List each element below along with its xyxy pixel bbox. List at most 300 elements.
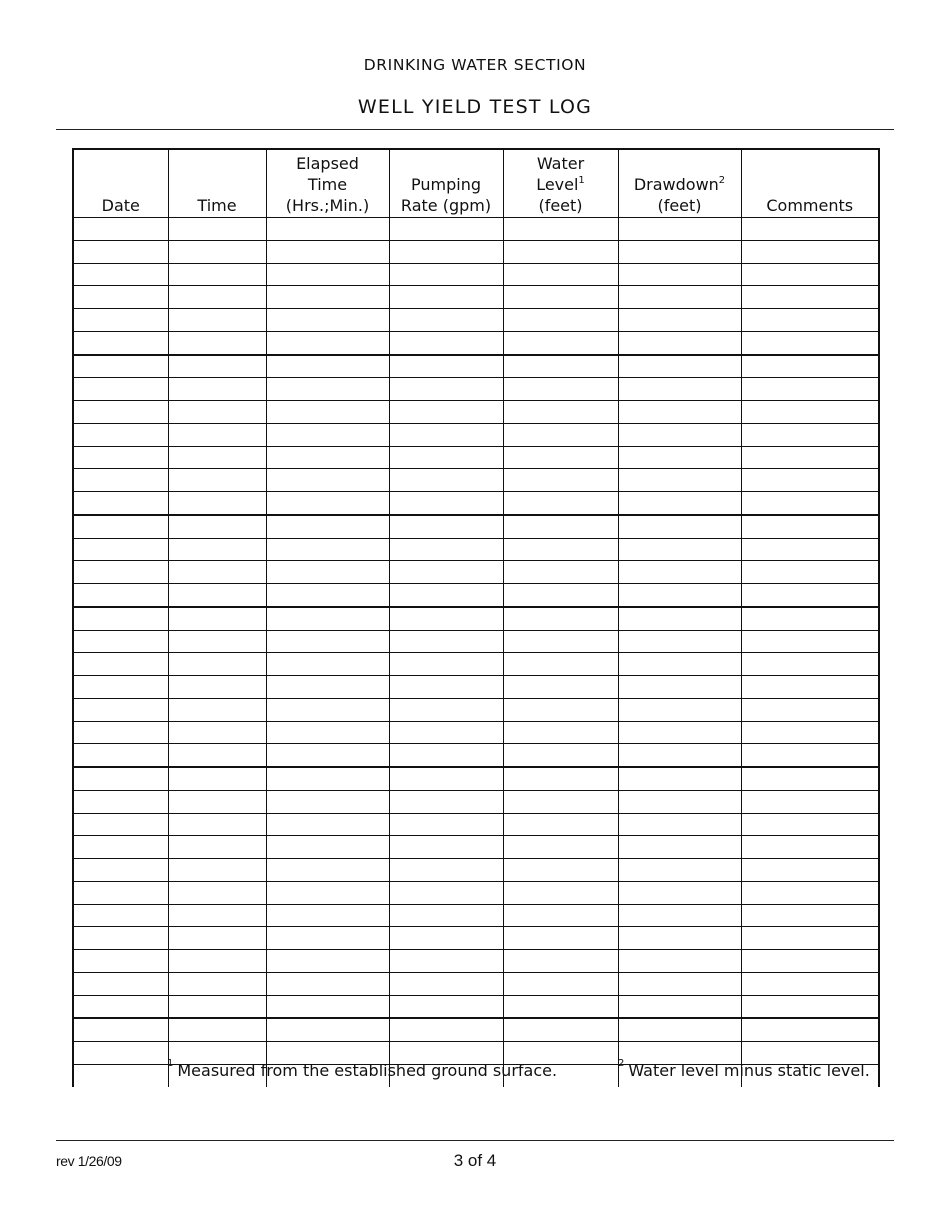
table-cell[interactable]: [503, 331, 618, 354]
table-cell[interactable]: [168, 836, 266, 859]
table-cell[interactable]: [741, 836, 879, 859]
table-cell[interactable]: [503, 904, 618, 927]
table-cell[interactable]: [618, 904, 741, 927]
table-cell[interactable]: [73, 446, 168, 469]
table-cell[interactable]: [618, 446, 741, 469]
col-header-water-level: [503, 149, 618, 218]
col-header-line: Level$^1$: [536, 175, 585, 194]
table-cell[interactable]: [168, 927, 266, 950]
table-cell[interactable]: [73, 744, 168, 767]
table-cell[interactable]: [389, 881, 503, 904]
table-row: [73, 263, 879, 286]
table-cell[interactable]: [618, 331, 741, 354]
table-row: [73, 561, 879, 584]
table-cell[interactable]: [266, 446, 389, 469]
table-cell[interactable]: [741, 538, 879, 561]
table-cell[interactable]: [741, 401, 879, 424]
table-cell[interactable]: [618, 1018, 741, 1041]
table-cell[interactable]: [741, 721, 879, 744]
table-cell[interactable]: [389, 630, 503, 653]
table-cell[interactable]: [741, 515, 879, 538]
table-cell[interactable]: [73, 767, 168, 790]
table-cell[interactable]: [618, 813, 741, 836]
table-cell[interactable]: [73, 881, 168, 904]
table-cell[interactable]: [503, 721, 618, 744]
table-cell[interactable]: [389, 401, 503, 424]
table-cell[interactable]: [389, 355, 503, 378]
table-cell[interactable]: [266, 698, 389, 721]
table-row: [73, 469, 879, 492]
table-cell[interactable]: [741, 653, 879, 676]
table-cell[interactable]: [389, 286, 503, 309]
table-cell[interactable]: [266, 355, 389, 378]
table-cell[interactable]: [168, 790, 266, 813]
table-cell[interactable]: [503, 972, 618, 995]
table-cell[interactable]: [389, 469, 503, 492]
table-row: [73, 653, 879, 676]
table-cell[interactable]: [73, 538, 168, 561]
table-cell[interactable]: [73, 309, 168, 332]
table-cell[interactable]: [389, 607, 503, 630]
table-cell[interactable]: [168, 401, 266, 424]
table-cell[interactable]: [503, 561, 618, 584]
table-row: [73, 218, 879, 241]
page-title: WELL YIELD TEST LOG: [357, 96, 593, 118]
footnote-2-marker: 2: [618, 1058, 625, 1069]
table-cell[interactable]: [168, 331, 266, 354]
table-row: [73, 286, 879, 309]
table-cell[interactable]: [168, 378, 266, 401]
table-cell[interactable]: [503, 584, 618, 607]
table-cell[interactable]: [266, 286, 389, 309]
table-cell[interactable]: [503, 538, 618, 561]
table-cell[interactable]: [168, 469, 266, 492]
table-cell[interactable]: [389, 698, 503, 721]
table-cell[interactable]: [503, 950, 618, 973]
table-cell[interactable]: [168, 446, 266, 469]
table-cell[interactable]: [741, 1018, 879, 1041]
table-cell[interactable]: [618, 286, 741, 309]
table-cell[interactable]: [618, 263, 741, 286]
table-cell[interactable]: [73, 607, 168, 630]
table-cell[interactable]: [266, 630, 389, 653]
table-cell[interactable]: [618, 538, 741, 561]
table-cell[interactable]: [266, 836, 389, 859]
footnote-1-text: Measured from the established ground surface.: [177, 1061, 558, 1080]
table-cell[interactable]: [168, 309, 266, 332]
table-cell[interactable]: [168, 515, 266, 538]
table-cell[interactable]: [73, 676, 168, 699]
table-cell[interactable]: [389, 767, 503, 790]
table-cell[interactable]: [389, 240, 503, 263]
table-cell[interactable]: [266, 378, 389, 401]
table-cell[interactable]: [266, 309, 389, 332]
table-cell[interactable]: [266, 538, 389, 561]
table-cell[interactable]: [389, 927, 503, 950]
table-cell[interactable]: [618, 698, 741, 721]
table-cell[interactable]: [73, 584, 168, 607]
table-cell[interactable]: [73, 1064, 168, 1086]
table-cell[interactable]: [266, 927, 389, 950]
table-cell[interactable]: [266, 607, 389, 630]
table-cell[interactable]: [389, 331, 503, 354]
table-cell[interactable]: [73, 355, 168, 378]
table-row: [73, 607, 879, 630]
table-cell[interactable]: [389, 995, 503, 1018]
table-cell[interactable]: [266, 401, 389, 424]
table-cell[interactable]: [266, 767, 389, 790]
col-header-line: (feet): [538, 196, 583, 215]
table-cell[interactable]: [168, 423, 266, 446]
table-cell[interactable]: [741, 859, 879, 882]
table-cell[interactable]: [73, 904, 168, 927]
table-cell[interactable]: [168, 240, 266, 263]
table-row: [73, 240, 879, 263]
table-cell[interactable]: [168, 653, 266, 676]
col-header-line: Pumping: [411, 175, 481, 194]
table-cell[interactable]: [741, 630, 879, 653]
table-row: [73, 813, 879, 836]
table-cell[interactable]: [389, 836, 503, 859]
table-cell[interactable]: [168, 584, 266, 607]
table-cell[interactable]: [503, 790, 618, 813]
table-cell[interactable]: [73, 950, 168, 973]
table-cell[interactable]: [503, 469, 618, 492]
table-cell[interactable]: [73, 401, 168, 424]
table-cell[interactable]: [389, 653, 503, 676]
table-cell[interactable]: [168, 561, 266, 584]
table-cell[interactable]: [73, 515, 168, 538]
table-cell[interactable]: [73, 286, 168, 309]
table-cell[interactable]: [168, 1018, 266, 1041]
table-cell[interactable]: [389, 950, 503, 973]
table-cell[interactable]: [389, 492, 503, 515]
table-cell[interactable]: [389, 263, 503, 286]
table-cell[interactable]: [503, 263, 618, 286]
table-cell[interactable]: [741, 676, 879, 699]
table-cell[interactable]: [389, 423, 503, 446]
table-cell[interactable]: [741, 972, 879, 995]
table-cell[interactable]: [266, 904, 389, 927]
table-cell[interactable]: [73, 630, 168, 653]
col-header-line: Water: [536, 154, 585, 173]
table-cell[interactable]: [741, 286, 879, 309]
table-cell[interactable]: [503, 698, 618, 721]
table-cell[interactable]: [741, 218, 879, 241]
table-cell[interactable]: [503, 927, 618, 950]
table-cell[interactable]: [618, 218, 741, 241]
table-cell[interactable]: [741, 309, 879, 332]
table-cell[interactable]: [266, 653, 389, 676]
col-header-line: Drawdown$^2$: [633, 175, 726, 194]
table-cell[interactable]: [73, 263, 168, 286]
table-cell[interactable]: [741, 995, 879, 1018]
table-cell[interactable]: [503, 859, 618, 882]
table-cell[interactable]: [266, 423, 389, 446]
col-header-time: [168, 149, 266, 218]
footnote-ref: 1: [578, 175, 585, 186]
table-cell[interactable]: [503, 676, 618, 699]
table-cell[interactable]: [266, 721, 389, 744]
table-cell[interactable]: [73, 790, 168, 813]
table-cell[interactable]: [741, 927, 879, 950]
table-row: [73, 767, 879, 790]
table-cell[interactable]: [503, 492, 618, 515]
footnote-ref: 2: [718, 175, 726, 186]
table-cell[interactable]: [741, 263, 879, 286]
table-cell[interactable]: [503, 813, 618, 836]
table-row: [73, 676, 879, 699]
table-cell[interactable]: [741, 744, 879, 767]
table-cell[interactable]: [389, 790, 503, 813]
table-cell[interactable]: [266, 790, 389, 813]
table-cell[interactable]: [168, 676, 266, 699]
table-row: [73, 584, 879, 607]
table-row: [73, 378, 879, 401]
table-cell[interactable]: [266, 1018, 389, 1041]
table-cell[interactable]: [618, 401, 741, 424]
table-cell[interactable]: [73, 995, 168, 1018]
table-cell[interactable]: [73, 653, 168, 676]
col-header-line: Date: [101, 196, 140, 215]
table-cell[interactable]: [168, 538, 266, 561]
table-cell[interactable]: [168, 904, 266, 927]
table-cell[interactable]: [73, 1042, 168, 1065]
table-cell[interactable]: [389, 813, 503, 836]
table-cell[interactable]: [266, 331, 389, 354]
table-cell[interactable]: [618, 676, 741, 699]
table-cell[interactable]: [389, 515, 503, 538]
table-cell[interactable]: [266, 744, 389, 767]
table-cell[interactable]: [741, 767, 879, 790]
table-cell[interactable]: [73, 698, 168, 721]
table-cell[interactable]: [389, 904, 503, 927]
table-cell[interactable]: [168, 607, 266, 630]
table-cell[interactable]: [618, 492, 741, 515]
table-cell[interactable]: [73, 561, 168, 584]
table-cell[interactable]: [741, 446, 879, 469]
table-cell[interactable]: [266, 995, 389, 1018]
col-header-line: (Hrs.;Min.): [285, 196, 370, 215]
table-cell[interactable]: [503, 378, 618, 401]
table-cell[interactable]: [389, 721, 503, 744]
table-cell[interactable]: [389, 218, 503, 241]
table-cell[interactable]: [73, 423, 168, 446]
table-cell[interactable]: [168, 767, 266, 790]
table-cell[interactable]: [73, 1018, 168, 1041]
table-cell[interactable]: [741, 331, 879, 354]
table-cell[interactable]: [618, 378, 741, 401]
table-cell[interactable]: [618, 927, 741, 950]
table-cell[interactable]: [618, 607, 741, 630]
table-cell[interactable]: [741, 492, 879, 515]
table-cell[interactable]: [266, 561, 389, 584]
table-cell[interactable]: [618, 767, 741, 790]
table-cell[interactable]: [618, 469, 741, 492]
table-cell[interactable]: [503, 1018, 618, 1041]
col-header-line: Comments: [766, 196, 854, 215]
col-header-pumping-rate: [389, 149, 503, 218]
table-cell[interactable]: [168, 263, 266, 286]
table-cell[interactable]: [503, 607, 618, 630]
table-cell[interactable]: [266, 515, 389, 538]
table-cell[interactable]: [618, 309, 741, 332]
table-cell[interactable]: [73, 492, 168, 515]
table-cell[interactable]: [741, 584, 879, 607]
table-cell[interactable]: [503, 744, 618, 767]
table-cell[interactable]: [168, 995, 266, 1018]
table-cell[interactable]: [73, 721, 168, 744]
table-cell[interactable]: [168, 881, 266, 904]
table-cell[interactable]: [618, 790, 741, 813]
table-cell[interactable]: [618, 240, 741, 263]
table-cell[interactable]: [168, 721, 266, 744]
footer-divider: [56, 1140, 894, 1141]
table-row: [73, 927, 879, 950]
table-cell[interactable]: [266, 813, 389, 836]
table-cell[interactable]: [168, 950, 266, 973]
table-cell[interactable]: [741, 790, 879, 813]
table-cell[interactable]: [266, 492, 389, 515]
table-row: [73, 950, 879, 973]
table-cell[interactable]: [73, 218, 168, 241]
table-cell[interactable]: [389, 1018, 503, 1041]
table-cell[interactable]: [73, 813, 168, 836]
table-cell[interactable]: [389, 676, 503, 699]
table-row: [73, 972, 879, 995]
page-number: 3 of 4: [453, 1151, 497, 1170]
table-cell[interactable]: [741, 561, 879, 584]
table-cell[interactable]: [741, 355, 879, 378]
well-yield-log-table: [72, 148, 880, 1087]
table-cell[interactable]: [503, 240, 618, 263]
table-cell[interactable]: [741, 950, 879, 973]
table-cell[interactable]: [503, 446, 618, 469]
table-cell[interactable]: [503, 836, 618, 859]
table-cell[interactable]: [741, 607, 879, 630]
table-row: [73, 331, 879, 354]
table-cell[interactable]: [618, 423, 741, 446]
table-cell[interactable]: [503, 423, 618, 446]
table-cell[interactable]: [741, 881, 879, 904]
table-cell[interactable]: [503, 401, 618, 424]
table-cell[interactable]: [168, 813, 266, 836]
table-cell[interactable]: [503, 515, 618, 538]
table-cell[interactable]: [266, 584, 389, 607]
table-cell[interactable]: [618, 584, 741, 607]
table-cell[interactable]: [73, 859, 168, 882]
table-cell[interactable]: [618, 744, 741, 767]
table-cell[interactable]: [389, 378, 503, 401]
table-cell[interactable]: [618, 630, 741, 653]
table-cell[interactable]: [168, 286, 266, 309]
table-cell[interactable]: [266, 972, 389, 995]
table-cell[interactable]: [168, 698, 266, 721]
table-cell[interactable]: [266, 950, 389, 973]
table-cell[interactable]: [168, 972, 266, 995]
table-cell[interactable]: [73, 972, 168, 995]
table-cell[interactable]: [389, 584, 503, 607]
table-cell[interactable]: [741, 240, 879, 263]
table-cell[interactable]: [503, 355, 618, 378]
table-cell[interactable]: [266, 881, 389, 904]
table-cell[interactable]: [741, 469, 879, 492]
table-cell[interactable]: [266, 676, 389, 699]
table-cell[interactable]: [266, 218, 389, 241]
table-cell[interactable]: [168, 218, 266, 241]
col-header-elapsed-time: [266, 149, 389, 218]
table-cell[interactable]: [618, 653, 741, 676]
table-cell[interactable]: [741, 904, 879, 927]
table-cell[interactable]: [168, 630, 266, 653]
footnote-1: [167, 1058, 558, 1080]
table-cell[interactable]: [503, 767, 618, 790]
table-row: [73, 423, 879, 446]
table-cell[interactable]: [503, 881, 618, 904]
revision-date: rev 1/26/09: [56, 1153, 122, 1169]
table-cell[interactable]: [618, 836, 741, 859]
table-cell[interactable]: [168, 744, 266, 767]
table-body: [73, 218, 879, 1087]
table-cell[interactable]: [503, 630, 618, 653]
table-cell[interactable]: [266, 859, 389, 882]
table-cell[interactable]: [618, 561, 741, 584]
table-cell[interactable]: [389, 744, 503, 767]
table-cell[interactable]: [266, 263, 389, 286]
table-cell[interactable]: [73, 331, 168, 354]
table-cell[interactable]: [73, 927, 168, 950]
table-cell[interactable]: [168, 355, 266, 378]
table-cell[interactable]: [618, 995, 741, 1018]
table-cell[interactable]: [73, 469, 168, 492]
table-cell[interactable]: [503, 286, 618, 309]
table-cell[interactable]: [168, 492, 266, 515]
table-row: [73, 515, 879, 538]
table-cell[interactable]: [73, 240, 168, 263]
table-cell[interactable]: [741, 423, 879, 446]
table-cell[interactable]: [266, 469, 389, 492]
table-cell[interactable]: [618, 355, 741, 378]
table-cell[interactable]: [618, 972, 741, 995]
table-cell[interactable]: [389, 859, 503, 882]
table-cell[interactable]: [168, 859, 266, 882]
table-row: [73, 492, 879, 515]
table-cell[interactable]: [618, 881, 741, 904]
table-cell[interactable]: [741, 698, 879, 721]
table-cell[interactable]: [73, 836, 168, 859]
table-cell[interactable]: [503, 995, 618, 1018]
table-cell[interactable]: [503, 653, 618, 676]
table-cell[interactable]: [73, 378, 168, 401]
table-cell[interactable]: [618, 859, 741, 882]
table-cell[interactable]: [741, 378, 879, 401]
table-cell[interactable]: [503, 309, 618, 332]
table-cell[interactable]: [389, 561, 503, 584]
table-cell[interactable]: [618, 950, 741, 973]
table-cell[interactable]: [503, 218, 618, 241]
table-cell[interactable]: [618, 721, 741, 744]
table-cell[interactable]: [389, 309, 503, 332]
table-cell[interactable]: [389, 446, 503, 469]
table-cell[interactable]: [741, 813, 879, 836]
table-cell[interactable]: [389, 972, 503, 995]
col-header-date: [73, 149, 168, 218]
table-row: [73, 630, 879, 653]
table-cell[interactable]: [389, 538, 503, 561]
table-cell[interactable]: [266, 240, 389, 263]
table-cell[interactable]: [618, 515, 741, 538]
table-row: [73, 859, 879, 882]
